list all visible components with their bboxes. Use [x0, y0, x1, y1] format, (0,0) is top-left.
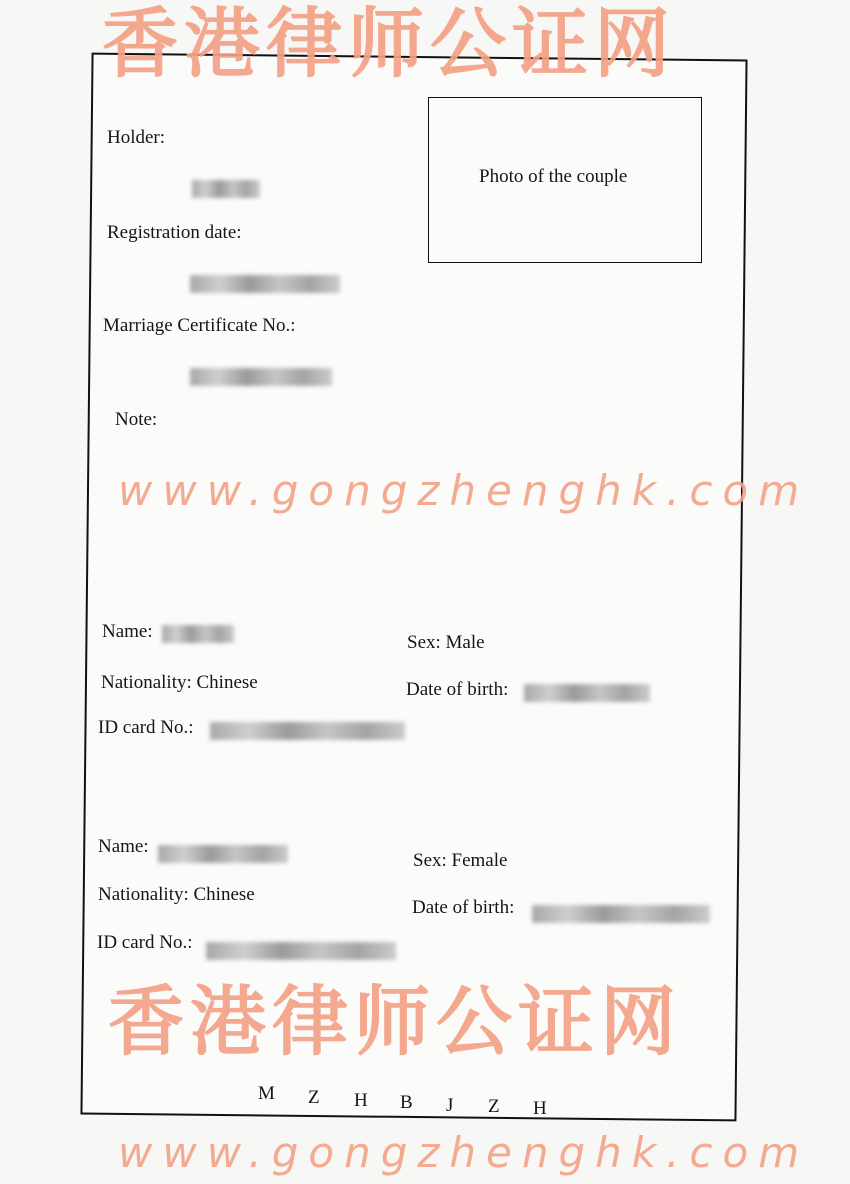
husband-name-label: Name:	[102, 621, 153, 642]
redacted-wife-id	[206, 942, 396, 960]
husband-dob-label: Date of birth:	[406, 679, 509, 700]
certificate-no-label: Marriage Certificate No.:	[103, 315, 296, 336]
footer-letter: M	[258, 1083, 275, 1104]
footer-letter: H	[533, 1098, 547, 1119]
wife-name-label: Name:	[98, 836, 149, 857]
redacted-husband-id	[210, 722, 405, 740]
footer-letter: H	[354, 1090, 368, 1111]
footer-letter: Z	[488, 1096, 500, 1117]
footer-letter: Z	[308, 1087, 320, 1108]
wife-id-label: ID card No.:	[97, 932, 193, 953]
registration-date-label: Registration date:	[107, 222, 242, 243]
wife-nationality: Nationality: Chinese	[98, 884, 255, 905]
holder-label: Holder:	[107, 127, 166, 148]
husband-id-label: ID card No.:	[98, 717, 194, 738]
watermark-url-bottom: www.gongzhenghk.com	[118, 1128, 810, 1177]
redacted-husband-name	[162, 625, 234, 643]
wife-dob-label: Date of birth:	[412, 897, 515, 918]
watermark-chinese-bottom: 香港律师公证网	[108, 977, 682, 1066]
redacted-holder	[192, 180, 260, 198]
redacted-wife-dob	[532, 905, 710, 923]
watermark-chinese-top: 香港律师公证网	[102, 0, 676, 88]
footer-letter: B	[400, 1092, 413, 1113]
footer-letter: J	[446, 1095, 454, 1116]
redacted-wife-name	[158, 845, 288, 863]
note-label: Note:	[115, 409, 158, 430]
photo-box	[428, 97, 702, 263]
redacted-husband-dob	[524, 684, 650, 702]
redacted-registration-date	[190, 275, 340, 293]
watermark-url-top: www.gongzhenghk.com	[118, 466, 810, 515]
wife-sex: Sex: Female	[413, 850, 508, 871]
husband-nationality: Nationality: Chinese	[101, 672, 258, 693]
photo-label: Photo of the couple	[479, 166, 628, 187]
redacted-certificate-no	[190, 368, 332, 386]
husband-sex: Sex: Male	[407, 632, 485, 653]
